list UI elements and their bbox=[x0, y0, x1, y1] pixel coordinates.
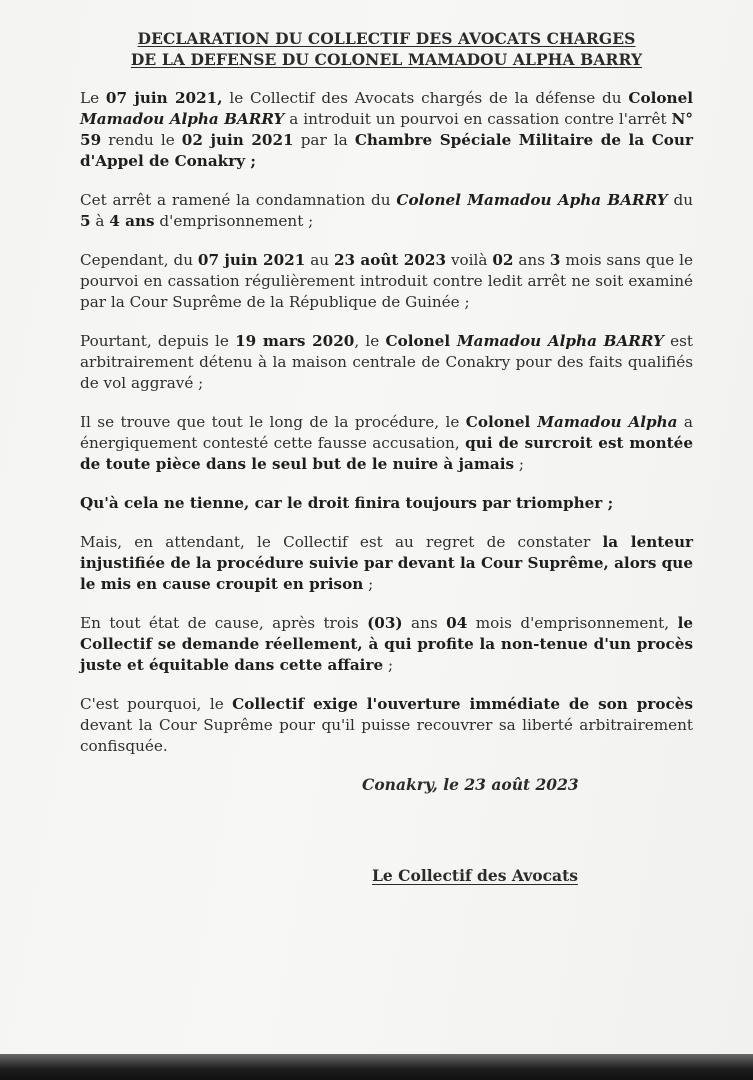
emphasis: qui de surcroit est montée de toute pièce dans le seul but de le nuire à jamais bbox=[80, 434, 693, 473]
text: Pourtant, depuis le bbox=[80, 332, 236, 350]
date: 23 août 2023 bbox=[333, 251, 447, 269]
text: C'est pourquoi, le bbox=[80, 695, 233, 713]
paragraph-8 bbox=[80, 613, 693, 676]
text: Mais, en attendant, le Collectif est au regret de constater bbox=[80, 533, 603, 551]
text: du bbox=[667, 191, 693, 209]
place-and-date: Conakry, le 23 août 2023 bbox=[362, 775, 579, 794]
table-surface bbox=[0, 1054, 753, 1080]
person-name: Mamadou Alpha BARRY bbox=[456, 332, 664, 350]
paragraph-1 bbox=[80, 88, 693, 172]
number: 3 bbox=[549, 251, 561, 269]
rank: Colonel bbox=[628, 89, 693, 107]
paragraph-9 bbox=[80, 694, 693, 757]
emphasis: le Collectif se demande réellement, à qui profite la non-tenue d'un procès juste et équitable dans cette affaire bbox=[80, 614, 693, 674]
person-name: Mamadou Alpha bbox=[537, 413, 678, 431]
date: 07 juin 2021 bbox=[197, 251, 306, 269]
emphasis: Collectif exige l'ouverture immédiate de son procès bbox=[232, 695, 693, 713]
text: devant la Cour Suprême pour qu'il puisse recouvrer sa liberté arbitrairement confisquée. bbox=[80, 716, 693, 755]
text: le Collectif des Avocats chargés de la défense du bbox=[222, 89, 629, 107]
title-line-1: DECLARATION DU COLLECTIF DES AVOCATS CHARGES bbox=[137, 29, 636, 48]
number: 04 bbox=[446, 614, 468, 632]
date: 19 mars 2020 bbox=[235, 332, 355, 350]
paragraph-5 bbox=[80, 412, 693, 475]
person-name: Mamadou Alpha BARRY bbox=[80, 110, 285, 128]
text: ans bbox=[513, 251, 550, 269]
text: Il se trouve que tout le long de la procédure, le bbox=[80, 413, 466, 431]
text: En tout état de cause, après trois bbox=[80, 614, 368, 632]
text: Le bbox=[80, 89, 106, 107]
text: a énergiquement contesté cette fausse accusation, bbox=[80, 413, 693, 452]
text: au bbox=[305, 251, 334, 269]
text: à bbox=[90, 212, 110, 230]
rank: Colonel bbox=[385, 332, 457, 350]
document-title bbox=[80, 28, 693, 70]
person-name: Colonel Mamadou Apha BARRY bbox=[396, 191, 668, 209]
text: est arbitrairement détenu à la maison centrale de Conakry pour des faits qualifiés de vol aggravé ; bbox=[80, 332, 693, 392]
text: Cependant, du bbox=[80, 251, 198, 269]
emphasis: Qu'à cela ne tienne, car le droit finira toujours par triompher ; bbox=[80, 494, 614, 512]
text: a introduit un pourvoi en cassation contre l'arrêt bbox=[284, 110, 672, 128]
text: d'emprisonnement ; bbox=[154, 212, 314, 230]
text: , le bbox=[354, 332, 386, 350]
text: ; bbox=[383, 656, 394, 674]
rank: Colonel bbox=[465, 413, 538, 431]
text: mois d'emprisonnement, bbox=[467, 614, 678, 632]
text: ans bbox=[402, 614, 447, 632]
number: 5 bbox=[80, 212, 91, 230]
paragraph-3 bbox=[80, 250, 693, 313]
title-line-2: DE LA DEFENSE DU COLONEL MAMADOU ALPHA BARRY bbox=[130, 50, 643, 69]
text: mois sans que le pourvoi en cassation régulièrement introduit contre ledit arrêt ne soit examiné par la Cour Suprême de la République de Guinée ; bbox=[80, 251, 693, 311]
text: ; bbox=[514, 455, 525, 473]
text: par la bbox=[293, 131, 355, 149]
text: voilà bbox=[446, 251, 493, 269]
court-name: Chambre Spéciale Militaire de la Cour d'Appel de Conakry ; bbox=[80, 131, 693, 170]
number: 02 bbox=[492, 251, 514, 269]
text: ; bbox=[363, 575, 374, 593]
paragraph-7 bbox=[80, 532, 693, 595]
paragraph-2 bbox=[80, 190, 693, 232]
date: 07 juin 2021, bbox=[105, 89, 223, 107]
number: (03) bbox=[367, 614, 403, 632]
text: rendu le bbox=[101, 131, 182, 149]
ruling-number: N° 59 bbox=[80, 110, 693, 149]
emphasis: la lenteur injustifiée de la procédure suivie par devant la Cour Suprême, alors que le mis en cause croupit en prison bbox=[80, 533, 693, 593]
signature: Le Collectif des Avocats bbox=[372, 866, 578, 885]
duration: 4 ans bbox=[109, 212, 155, 230]
paragraph-4 bbox=[80, 331, 693, 394]
text: Cet arrêt a ramené la condamnation du bbox=[80, 191, 397, 209]
date: 02 juin 2021 bbox=[181, 131, 294, 149]
paragraph-6 bbox=[80, 493, 693, 514]
